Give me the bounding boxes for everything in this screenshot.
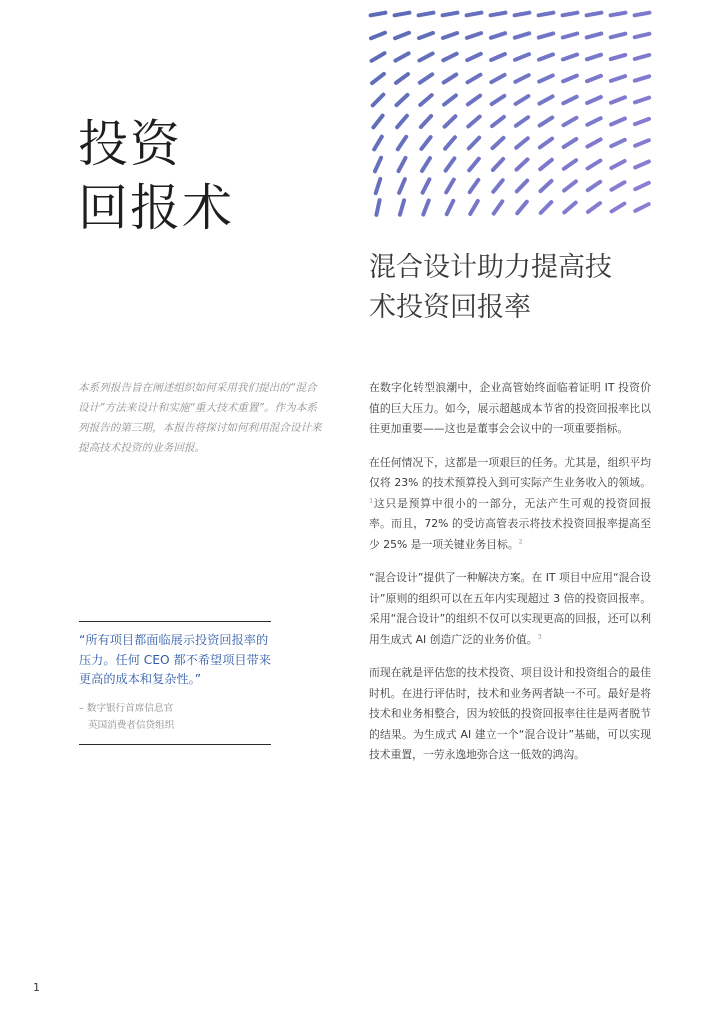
pattern-dash xyxy=(372,74,384,83)
pattern-dash xyxy=(564,118,577,125)
intro-paragraph: 本系列报告旨在阐述组织如何采用我们提出的“混合设计”方法来设计和实施“重大技术重置”。作为本系列报告的第三期，本报告将探讨如何利用混合设计来提高技术投资的业务回报。 xyxy=(78,382,322,454)
pattern-dash xyxy=(469,159,479,171)
pattern-dash xyxy=(423,179,430,192)
body-paragraph-3 xyxy=(369,568,651,650)
pattern-dash xyxy=(421,116,431,127)
pattern-dash xyxy=(443,13,458,16)
pattern-dash xyxy=(397,116,407,127)
pattern-dash xyxy=(587,76,601,81)
pattern-dash xyxy=(492,117,504,126)
body-paragraph-3-text: “混合设计”提供了一种解决方案。在 IT 项目中应用“混合设计”原则的组织可以在五年内实现超过 3 倍的投资回报率。采用“混合设计”的组织不仅可以实现更高的回报，还可以利用生成式 AI 创造广泛的业务价值。 xyxy=(369,571,651,646)
pattern-dash xyxy=(443,33,457,38)
pattern-dash xyxy=(587,139,600,146)
pattern-dash xyxy=(443,54,456,61)
pattern-dash xyxy=(421,137,430,149)
pattern-dash xyxy=(468,117,479,127)
pattern-dash xyxy=(517,202,527,214)
body-paragraph-4: 而现在就是评估您的技术投资、项目设计和投资组合的最佳时机。在进行评估时，技术和业务两者缺一不可。最好是将技术和业务相整合，因为较低的投资回报率往往是两者脱节的结果。为生成式 AI 建立一个“混合设计”基础，可以实现技术重置，一劳永逸地弥合这一低效的鸿沟。 xyxy=(369,666,651,761)
pattern-dash xyxy=(516,96,529,104)
pattern-dash xyxy=(635,204,648,211)
pattern-dash xyxy=(493,159,503,170)
pattern-dash xyxy=(491,75,504,82)
pattern-dash xyxy=(419,13,434,16)
pattern-dash xyxy=(611,140,625,146)
page-subtitle xyxy=(369,248,669,328)
pattern-dash xyxy=(420,74,432,82)
pattern-dash xyxy=(635,183,649,189)
pattern-dash xyxy=(635,55,649,59)
pattern-dash xyxy=(493,138,504,148)
pattern-dash xyxy=(397,95,408,105)
pattern-dash xyxy=(563,76,577,82)
pattern-dash xyxy=(611,34,626,38)
pattern-dash xyxy=(444,75,457,83)
pattern-dash xyxy=(540,139,552,148)
pattern-dash xyxy=(588,182,600,190)
subtitle-line-1: 混合设计助力提高技 xyxy=(369,252,612,283)
pattern-dash xyxy=(376,179,381,193)
pattern-dash xyxy=(611,161,624,168)
pattern-dash xyxy=(399,179,405,193)
pattern-dash xyxy=(539,54,553,59)
pattern-dash xyxy=(587,97,601,103)
pattern-dash xyxy=(420,95,431,105)
footnote-ref-1[interactable]: 1 xyxy=(369,495,374,504)
footnote-ref-2[interactable]: 2 xyxy=(518,536,523,545)
pattern-dash xyxy=(373,95,384,106)
pattern-dash xyxy=(635,98,649,103)
pattern-dash xyxy=(445,137,455,148)
pattern-dash xyxy=(469,138,479,149)
pattern-dash xyxy=(541,202,552,213)
pattern-dash xyxy=(372,53,385,61)
pattern-dash xyxy=(374,137,382,150)
pattern-dash xyxy=(376,200,379,215)
pattern-dash xyxy=(612,182,625,189)
page-title xyxy=(78,112,234,240)
pattern-dash xyxy=(395,13,410,16)
pattern-dash xyxy=(470,201,478,214)
pattern-dash xyxy=(419,54,432,61)
pattern-dash xyxy=(587,55,601,60)
pattern-dash xyxy=(564,160,576,169)
pattern-dash xyxy=(563,97,576,104)
pull-quote xyxy=(79,621,271,745)
pattern-dash xyxy=(517,181,527,192)
title-line-1: 投资 xyxy=(78,115,182,173)
pattern-dash xyxy=(539,96,552,103)
quote-text: “所有项目都面临展示投资回报率的压力。任何 CEO 都不希望项目带来更高的成本和复杂性。” xyxy=(79,633,271,686)
pattern-dash xyxy=(445,116,456,126)
body-paragraph-1: 在数字化转型浪潮中，企业高管始终面临着证明 IT 投资价值的巨大压力。如今，展示超越成本节省的投资回报率比以往更加重要——这也是董事会会议中的一项重要指标。 xyxy=(369,381,651,435)
pattern-dash xyxy=(563,34,577,38)
pattern-dash xyxy=(539,13,554,16)
pattern-dash xyxy=(611,97,625,102)
pattern-dash xyxy=(540,118,553,126)
pattern-dash xyxy=(587,13,602,16)
pattern-dash xyxy=(635,34,650,37)
pattern-dash xyxy=(371,33,385,39)
pattern-dash xyxy=(515,33,529,37)
pattern-dash xyxy=(396,74,408,83)
pattern-dash xyxy=(612,204,625,212)
page-number: 1 xyxy=(33,981,40,994)
pattern-dash xyxy=(494,201,503,213)
pattern-dash xyxy=(444,95,456,104)
pattern-dash xyxy=(467,33,481,38)
pattern-dash xyxy=(447,201,454,214)
pattern-dash xyxy=(515,75,528,82)
footnote-ref-3[interactable]: 3 xyxy=(537,631,542,640)
pattern-dash xyxy=(635,13,650,16)
pattern-dash xyxy=(563,13,578,16)
pattern-dash xyxy=(422,158,430,171)
pattern-dash xyxy=(588,161,601,169)
pattern-dash xyxy=(635,140,649,146)
pattern-dash xyxy=(399,158,406,171)
pattern-dash xyxy=(371,13,386,16)
pattern-dash xyxy=(516,138,528,147)
pattern-dash xyxy=(635,162,649,168)
pattern-dash xyxy=(588,203,600,212)
pattern-dash xyxy=(541,181,552,191)
dash-pattern-graphic xyxy=(362,0,662,226)
body-paragraph-2-part-1: 在任何情况下，这都是一项艰巨的任务。尤其是，组织平均仅将 23% 的技术预算投入到可实际产生业务收入的领域。 xyxy=(369,455,651,489)
pattern-dash xyxy=(539,75,553,81)
attribution-organization: 英国消费者信贷组织 xyxy=(88,719,175,731)
body-paragraph-2-part-2: 这只是预算中很小的一部分，无法产生可观的投资回报率。而且，72% 的受访高管表示将技术投资回报率提高至少 25% 是一项关键业务目标。 xyxy=(369,496,651,551)
pattern-dash xyxy=(491,33,505,38)
pattern-dash xyxy=(539,33,553,37)
pattern-dash xyxy=(491,54,505,60)
quote-attribution xyxy=(79,700,271,734)
pattern-dash xyxy=(493,180,502,192)
body-text xyxy=(369,378,651,779)
pattern-dash xyxy=(611,76,625,81)
pattern-dash xyxy=(635,119,649,124)
pattern-dash xyxy=(467,54,481,60)
pattern-dash xyxy=(587,118,600,125)
pattern-dash xyxy=(395,53,408,60)
pattern-dash xyxy=(470,180,479,192)
pattern-dash xyxy=(611,13,626,16)
subtitle-line-2: 术投资回报率 xyxy=(369,292,531,323)
pattern-dash xyxy=(515,54,529,60)
pattern-dash xyxy=(467,13,482,16)
pattern-dash xyxy=(517,159,528,169)
pattern-dash xyxy=(563,55,577,60)
attribution-role: – 数字银行首席信息官 xyxy=(79,702,174,714)
pattern-dash xyxy=(446,158,455,170)
pattern-dash xyxy=(492,96,505,104)
pattern-dash xyxy=(398,137,406,149)
pattern-dash xyxy=(419,33,433,38)
pattern-dash xyxy=(564,181,576,190)
title-line-2: 回报术 xyxy=(78,179,234,237)
pattern-dash xyxy=(400,200,404,214)
pattern-dash xyxy=(540,160,552,169)
pattern-dash xyxy=(373,116,382,128)
pattern-dash xyxy=(611,55,625,59)
pattern-dash xyxy=(468,75,481,83)
pattern-dash xyxy=(395,33,409,38)
pattern-dash xyxy=(516,117,528,126)
pattern-dash xyxy=(635,76,649,80)
pattern-dash xyxy=(423,201,428,215)
pattern-dash xyxy=(375,158,381,172)
pattern-dash xyxy=(491,13,506,16)
pattern-dash xyxy=(611,119,625,125)
pattern-dash xyxy=(446,180,454,193)
body-paragraph-2 xyxy=(369,453,651,556)
pattern-dash xyxy=(564,139,577,147)
pattern-dash xyxy=(515,13,530,16)
pattern-dash xyxy=(468,96,480,105)
pattern-dash xyxy=(587,34,602,38)
pattern-dash xyxy=(564,203,575,213)
